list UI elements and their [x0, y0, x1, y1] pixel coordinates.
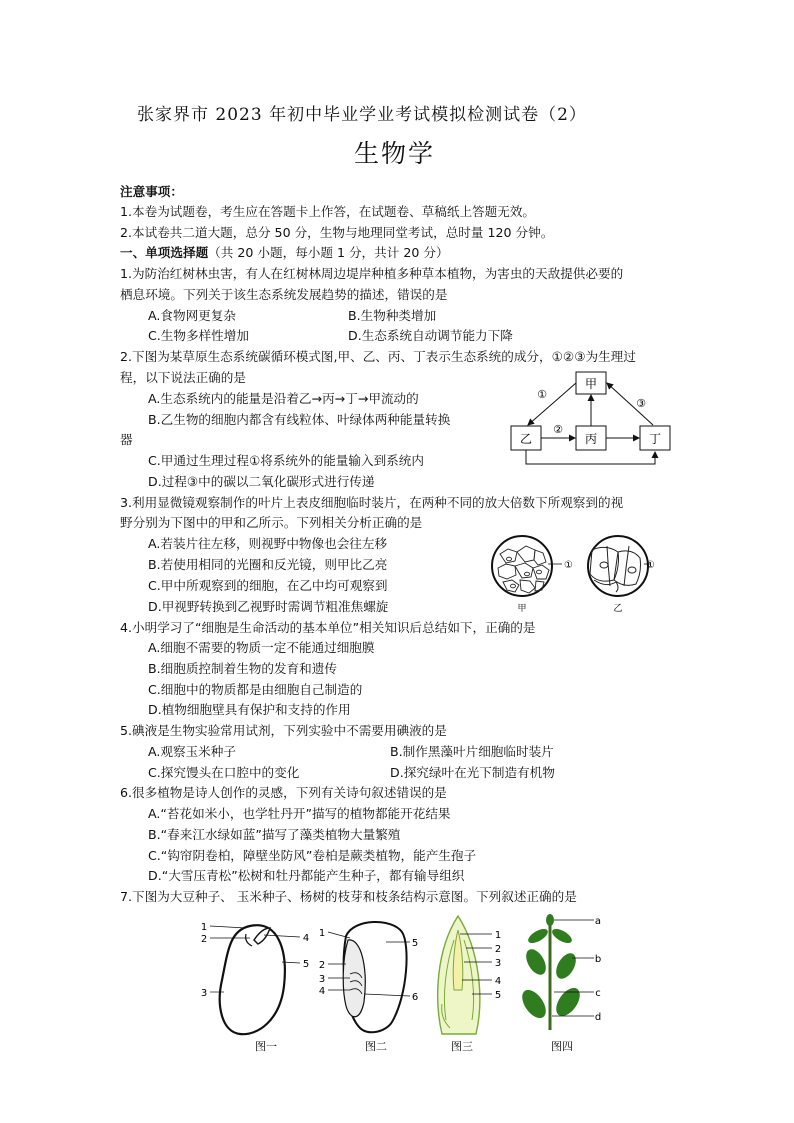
figure-2-corn-seed [319, 922, 418, 1053]
fig2-label-6: 6 [411, 992, 419, 1003]
q4-option-b: B.细胞质控制着生物的发育和遗传 [148, 661, 337, 676]
q1-stem-line: 栖息环境。下列关于该生态系统发展趋势的描述，错误的是 [120, 287, 448, 302]
arrow-jia-to-yi [528, 383, 576, 425]
field-jia-mark: ① [564, 560, 573, 571]
q6-option-c: C.“钩帘阴卷柏，障壁坐防风”卷柏是蕨类植物，能产生孢子 [148, 848, 477, 863]
fig1-label-3: 3 [200, 988, 208, 999]
q6-option-d: D.“大雪压青松”松树和牡丹都能产生种子，都有输导组织 [148, 868, 465, 883]
fig3-label-4: 4 [494, 976, 502, 987]
q2-option-c: C.甲通过生理过程①将系统外的能量输入到系统内 [148, 453, 424, 468]
section-heading-label: 一、单项选择题 [120, 245, 209, 260]
fig3-label-2: 2 [494, 944, 502, 955]
q5-option-d: D.探究绿叶在光下制造有机物 [390, 765, 555, 780]
q4-stem: 4.小明学习了“细胞是生命活动的基本单位”相关知识后总结如下，正确的是 [120, 620, 536, 635]
q1-option-d: D.生态系统自动调节能力下降 [348, 328, 513, 343]
q3-option-a: A.若装片往左移，则视野中物像也会往左移 [148, 536, 388, 551]
figure-4-branch [517, 914, 601, 1053]
note-item: 1.本卷为试题卷，考生应在答题卡上作答，在试题卷、草稿纸上答题无效。 [120, 204, 536, 219]
note-item: 2.本试卷共二道大题，总分 50 分，生物与地理同堂考试，总时量 120 分钟。 [120, 225, 554, 240]
q4-option-d: D.植物细胞壁具有保护和支持的作用 [148, 702, 351, 717]
fig2-label-3: 3 [318, 974, 326, 985]
subject-title: 生物学 [354, 139, 436, 168]
fig4-label-b: b [594, 954, 602, 965]
q6-option-b: B.“春来江水绿如蓝”描写了藻类植物大量繁殖 [148, 827, 401, 842]
q3-option-b: B.若使用相同的光圈和反光镜，则甲比乙亮 [148, 557, 388, 572]
box-ding-label: 丁 [648, 432, 662, 446]
process-1-label: ① [537, 388, 547, 401]
process-2-label: ② [553, 423, 563, 436]
fig1-caption: 图一 [255, 1040, 277, 1053]
fig1-label-4: 4 [302, 933, 310, 944]
q1-option-c: C.生物多样性增加 [148, 328, 249, 343]
q6-stem: 6.很多植物是诗人创作的灵感，下列有关诗句叙述错误的是 [120, 785, 447, 800]
q2-option-b: B.乙生物的细胞内都含有线粒体、叶绿体两种能量转换 [148, 412, 451, 427]
carbon-cycle-diagram [505, 366, 685, 472]
q3-stem-line: 3.利用显微镜观察制作的叶片上表皮细胞临时装片，在两种不同的放大倍数下所观察到的视 [120, 495, 624, 510]
section-heading-note: （共 20 小题，每小题 1 分，共计 20 分） [208, 245, 449, 260]
field-yi-label: 乙 [613, 604, 623, 614]
q2-option-d: D.过程③中的碳以二氧化碳形式进行传递 [148, 474, 375, 489]
fig3-label-3: 3 [494, 958, 502, 969]
field-yi-mark: ① [646, 560, 655, 571]
box-jia-label: 甲 [584, 377, 598, 391]
fig3-caption: 图三 [451, 1040, 473, 1053]
exam-title: 张家界市 2023 年初中毕业学业考试模拟检测试卷（2） [137, 105, 587, 125]
microscope-fields-figure [486, 532, 656, 616]
q3-stem-line: 野分别为下图中的甲和乙所示。下列相关分析正确的是 [120, 515, 423, 530]
soybean-seed-coat [220, 925, 285, 1034]
fig3-label-1: 1 [494, 930, 502, 941]
fig1-label-1: 1 [200, 922, 208, 933]
fig2-label-4: 4 [318, 986, 326, 997]
fig4-label-a: a [594, 916, 602, 927]
q5-option-b: B.制作黑藻叶片细胞临时装片 [390, 744, 554, 759]
fig1-label-2: 2 [200, 934, 208, 945]
fig3-label-5: 5 [494, 990, 502, 1001]
arrow-ding-to-jia [607, 383, 653, 425]
q5-option-c: C.探究馒头在口腔中的变化 [148, 765, 300, 780]
process-3-label: ③ [636, 397, 646, 410]
arrow-yi-to-ding-bottom [526, 450, 655, 464]
q7-stem: 7.下图为大豆种子、 玉米种子、杨树的枝芽和枝条结构示意图。下列叙述正确的是 [120, 889, 577, 904]
fig2-label-1: 1 [318, 928, 326, 939]
q1-option-b: B.生物种类增加 [348, 308, 437, 323]
fig4-label-c: c [595, 988, 601, 999]
terminal-bud [546, 914, 554, 926]
q4-option-a: A.细胞不需要的物质一定不能通过细胞膜 [148, 640, 375, 655]
q2-stem-line: 程，以下说法正确的是 [120, 370, 246, 385]
section-heading [120, 245, 449, 261]
fig1-label-5: 5 [302, 959, 310, 970]
seed-and-bud-figures [196, 910, 616, 1060]
box-bing-label: 丙 [584, 432, 598, 446]
q5-option-a: A.观察玉米种子 [148, 744, 236, 759]
fig2-label-5: 5 [411, 938, 419, 949]
q6-option-a: A.“苔花如米小，也学牡丹开”描写的植物都能开花结果 [148, 806, 451, 821]
q2-stem-line: 2.下图为某草原生态系统碳循环模式图,甲、乙、丙、丁表示生态系统的成分，①②③为生理过 [120, 349, 636, 364]
q4-option-c: C.细胞中的物质都是由细胞自己制造的 [148, 682, 363, 697]
q5-stem: 5.碘液是生物实验常用试剂，下列实验中不需要用碘液的是 [120, 723, 447, 738]
q1-option-a: A.食物网更复杂 [148, 308, 236, 323]
q3-option-c: C.甲中所观察到的细胞，在乙中均可观察到 [148, 578, 388, 593]
box-yi-label: 乙 [519, 432, 533, 446]
field-jia-label: 甲 [517, 604, 527, 614]
fig2-caption: 图二 [365, 1040, 387, 1053]
q2-option-a: A.生态系统内的能量是沿着乙→丙→丁→甲流动的 [148, 391, 419, 406]
q3-option-d: D.甲视野转换到乙视野时需调节粗准焦螺旋 [148, 599, 389, 614]
figure-1-soybean-seed [201, 922, 309, 1053]
notes-heading: 注意事项： [120, 184, 183, 199]
figure-3-branch-bud [438, 916, 501, 1053]
q1-stem-line: 1.为防治红树林虫害，有人在红树林周边堤岸种植多种草本植物，为害虫的天敌提供必要的 [120, 266, 624, 281]
fig4-caption: 图四 [551, 1040, 573, 1053]
q2-option-b-cont: 器 [120, 432, 133, 447]
fig2-label-2: 2 [318, 960, 326, 971]
fig4-label-d: d [594, 1012, 602, 1023]
